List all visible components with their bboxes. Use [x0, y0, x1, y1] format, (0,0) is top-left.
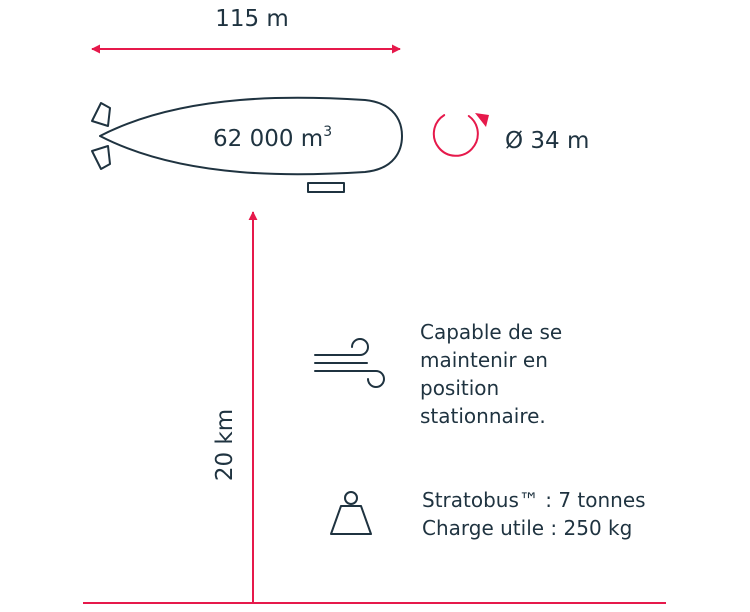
- volume-superscript: 3: [323, 124, 333, 140]
- altitude-label: 20 km: [212, 408, 238, 482]
- station-keeping-line: position: [420, 376, 500, 400]
- length-label: 115 m: [215, 6, 289, 32]
- diameter-label: Ø 34 m: [505, 128, 590, 154]
- wind-icon: [315, 339, 384, 387]
- weight-icon: [331, 492, 371, 534]
- airship-bottom-fin: [92, 146, 110, 169]
- station-keeping-text: [420, 318, 562, 430]
- weights-text: [422, 486, 646, 542]
- volume-label: 62 000 $m^3$: [213, 124, 333, 152]
- station-keeping-line: Capable de se: [420, 320, 563, 344]
- airship-gondola: [308, 183, 344, 192]
- total-weight-line: Stratobus™ : 7 tonnes: [422, 488, 646, 512]
- station-keeping-line: stationnaire.: [420, 404, 546, 428]
- payload-line: Charge utile : 250 kg: [422, 516, 633, 540]
- rotation-icon: [434, 113, 489, 156]
- station-keeping-line: maintenir en: [420, 348, 548, 372]
- airship-top-fin: [92, 103, 110, 126]
